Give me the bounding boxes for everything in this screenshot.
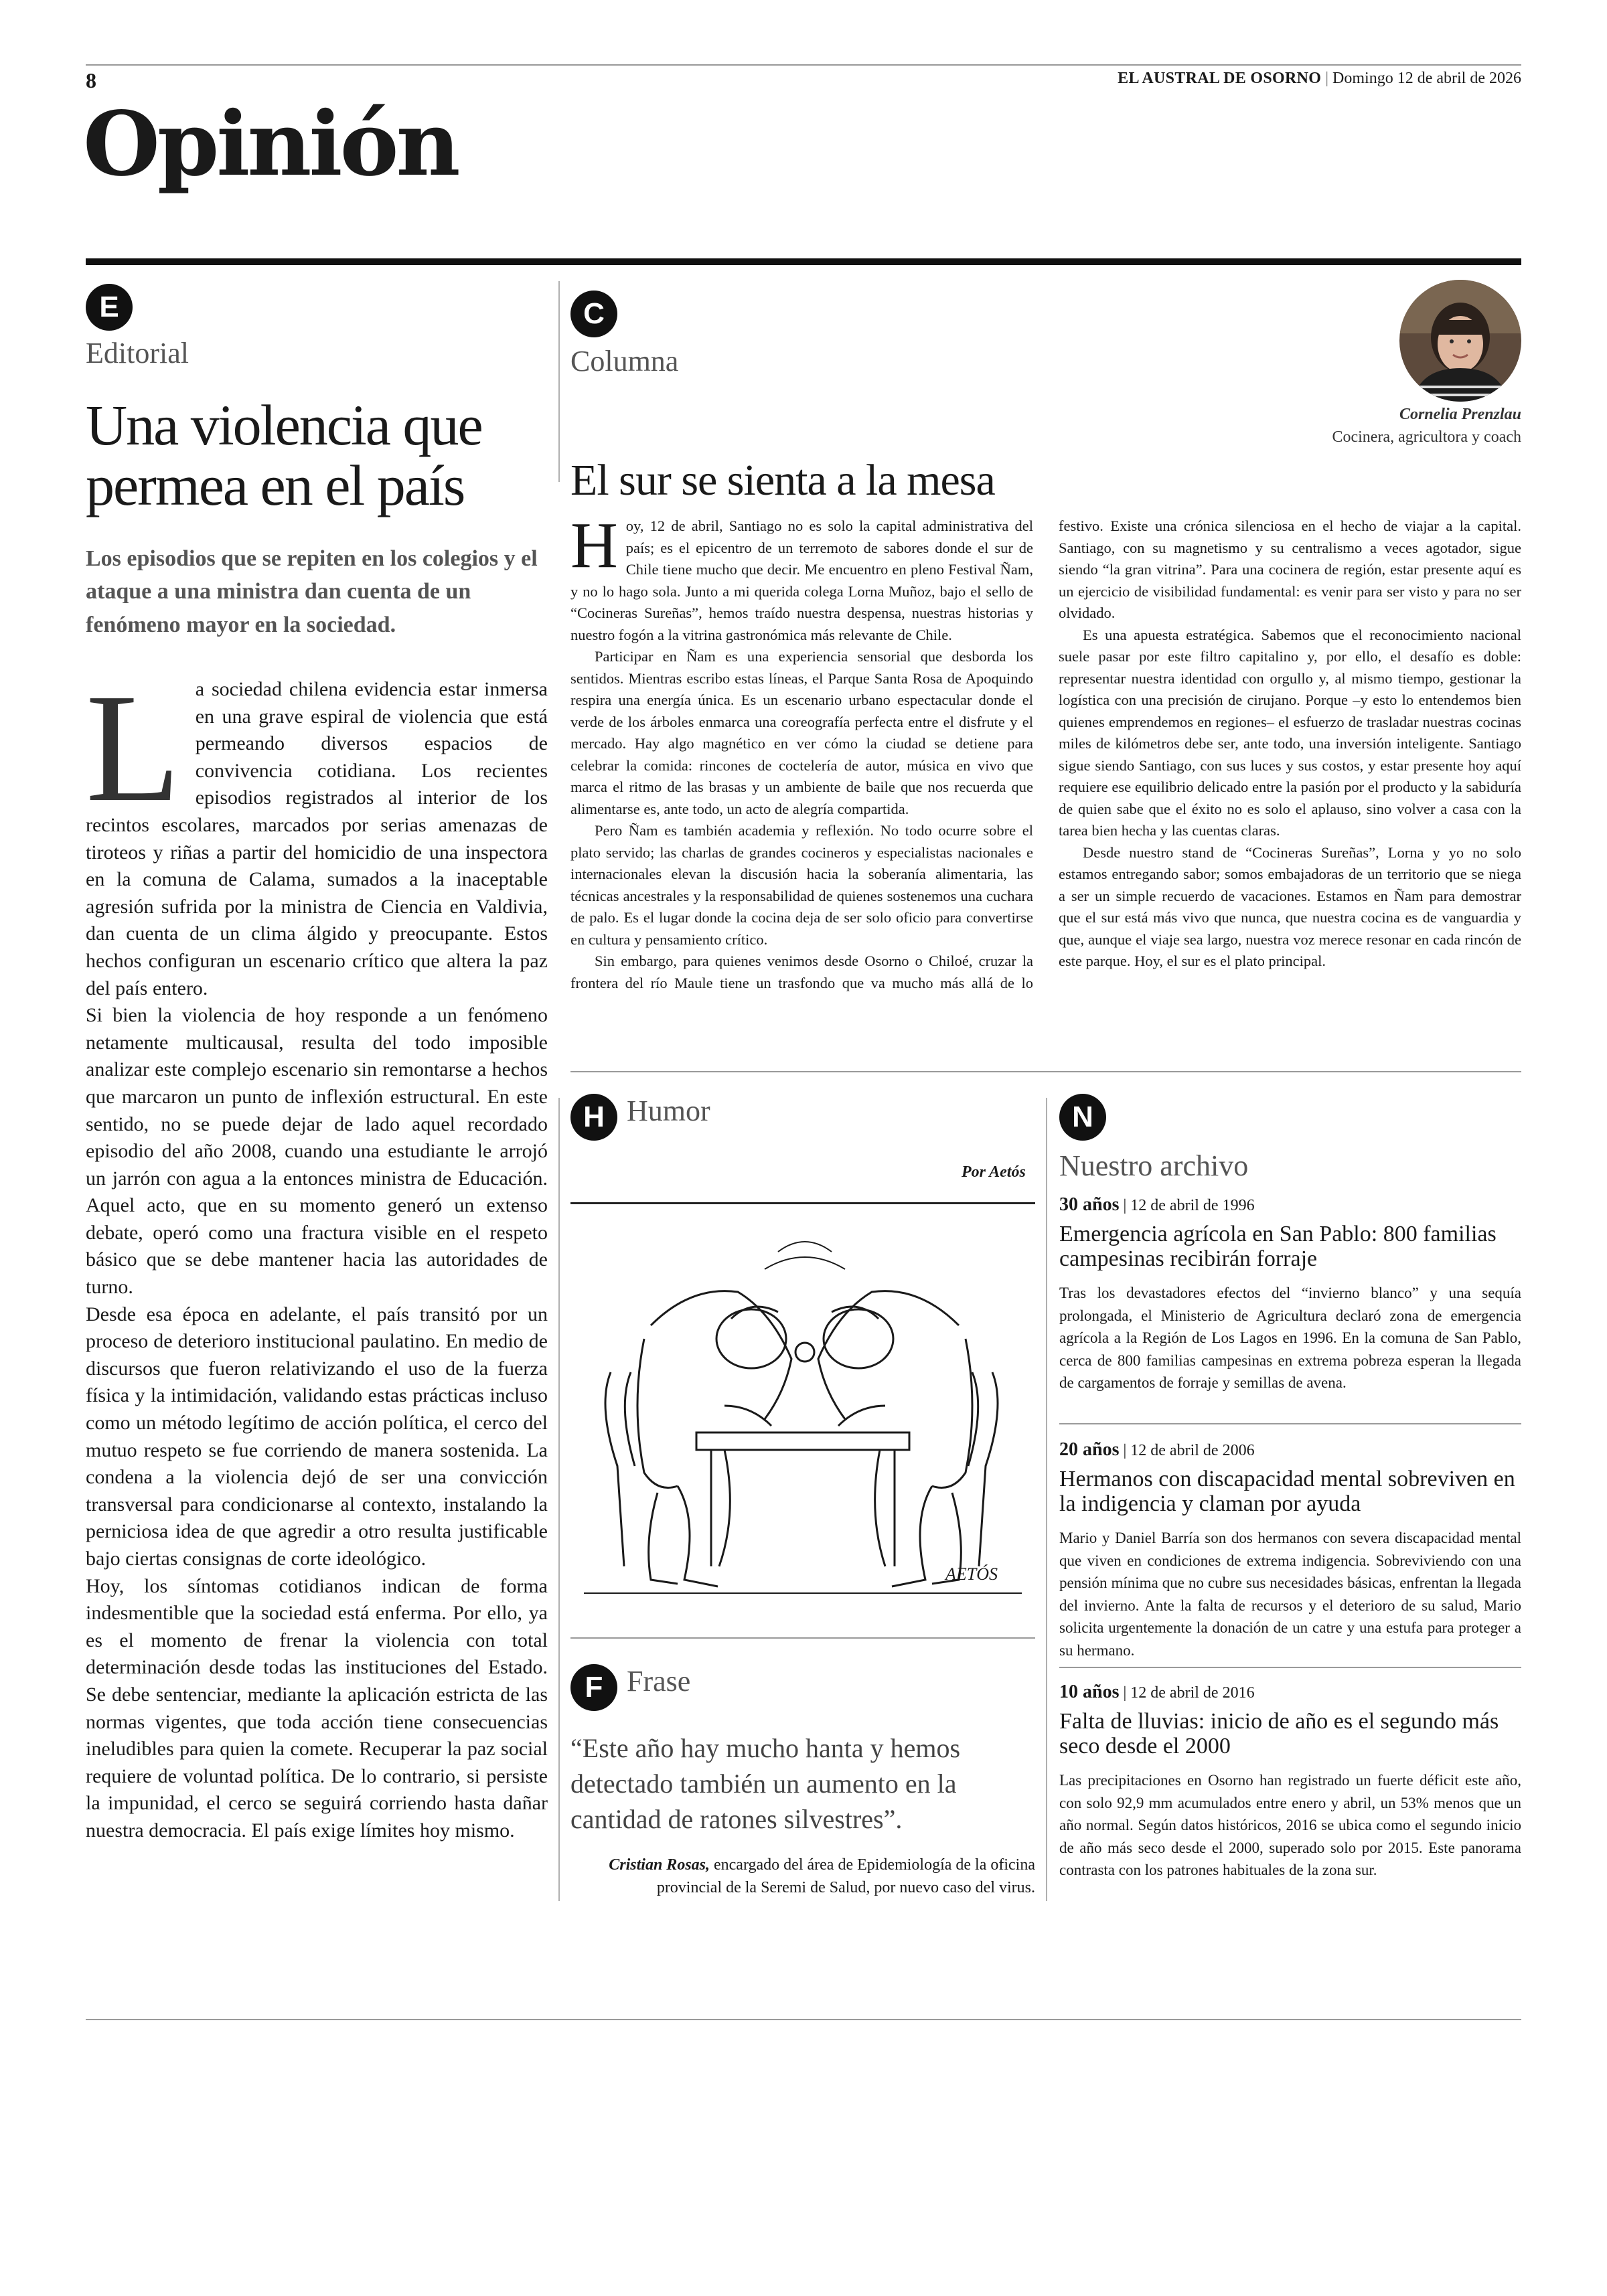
- column-headline: El sur se sienta a la mesa: [570, 456, 995, 505]
- column-paragraph: Desde nuestro stand de “Cocineras Sureñas”, Lorna y yo no solo estamos entregando sabor; somos embajadoras de un territorio que se niega a ser un simple recuerdo de vacaciones. Estamos en Ñam para demostrar que el sur está más vivo que nunca, que nuestra cocina es de vanguardia y que, aunque el viaje sea largo, nuestra voz merece resonar en cada rincón de este parque. Hoy, el sur es el plato principal.: [1059, 843, 1521, 969]
- archive-item-text: Mario y Daniel Barría son dos hermanos con severa discapacidad mental que viven en condiciones de extrema indigencia. Sobreviviendo con una pensión mínima que no cubre sus necesidades básicas, enfrentan la llegada del invierno. Ante la falta de recursos y el deterioro de su salud, Mario solicita urgentemente la donación de un catre y una estufa para proteger a su hermano.: [1059, 1530, 1521, 1659]
- editorial-headline-line2: permea en el país: [86, 453, 465, 518]
- section-title: Opinión: [83, 92, 458, 196]
- archive-item-date: 12 de abril de 1996: [1130, 1197, 1255, 1214]
- archive-item-title: Emergencia agrícola en San Pablo: 800 familias campesinas recibirán forraje: [1059, 1222, 1497, 1271]
- editorial-paragraph: Hoy, los síntomas cotidianos indican de forma indesmentible que la sociedad está enferma. Por ello, ya es el momento de frenar la violencia con total determinación desde todas las instituciones del Estado. Se debe sentenciar, mediante la aplicación estricta de las normas vigentes, que toda acción tiene consecuencias ineludibles para quien la comete. Recuperar la paz social requiere de voluntad política. De lo contrario, si persiste la impunidad, el cerco se seguirá corriendo hasta dañar nuestra democracia. El país exige límites hoy mismo.: [86, 1574, 548, 1841]
- frase-kicker: Frase: [627, 1665, 691, 1698]
- column-divider: [558, 1098, 560, 1901]
- archive-item: [1059, 1194, 1521, 1394]
- editorial-paragraph: La sociedad chilena evidencia estar inmersa en una grave espiral de violencia que está permeando diversos espacios de convivencia cotidiana. Los recientes episodios registrados al interior de los recintos escolares, marcados por serias amenazas de tiroteos y riñas a partir del homicidio de una inspectora en la comuna de Calama, sumados a la inaceptable agresión sufrida por la ministra de Ciencia en Valdivia, dan cuenta de un clima álgido y preocupante. Estos hechos configuran un escenario crítico que altera la paz del país entero.: [86, 662, 548, 999]
- archive-item-years: 10 años: [1059, 1682, 1120, 1702]
- archive-divider: [1059, 1667, 1521, 1668]
- column-paragraph: Participar en Ñam es una experiencia sensorial que desborda los sentidos. Mientras escribo estas líneas, el Parque Santa Rosa de Apoquindo respira una energía única. Es un escenario urbano espectacular donde el verde de los árboles enmarca una coreografía perfecta entre el disfrute y el mercado. Hay algo magnético en ver cómo la ciudad se detiene para celebrar la comida: rincones de coctelería de autor, música en vivo que marca el ritmo de las brasas y un ambiente de baile que nos recuerda que alimentarse es, ante todo, un acto de alegría compartida.: [570, 648, 1033, 817]
- page-number: 8: [86, 68, 96, 92]
- humor-credit: Por Aetós: [962, 1163, 1026, 1181]
- author-role: Cocinera, agricultora y coach: [1332, 428, 1521, 446]
- archive-badge: N: [1059, 1094, 1106, 1141]
- cartoon-signature: AETÓS: [945, 1564, 998, 1584]
- archive-item-text: Tras los devastadores efectos del “invierno blanco” y una sequía prolongada, el Ministerio de Agricultura declaró zona de emergencia agrícola a la Región de Los Lagos en 1996. En la comuna de San Pablo, cerca de 800 familias campesinas en extrema pobreza esperan la llegada de cargamentos de forraje y semillas de avena.: [1059, 1285, 1521, 1392]
- archive-kicker: Nuestro archivo: [1059, 1149, 1249, 1182]
- archive-item-date: 12 de abril de 2006: [1130, 1442, 1255, 1459]
- author-name: Cornelia Prenzlau: [1399, 406, 1521, 423]
- header-top-rule: [86, 64, 1521, 66]
- archive-item: [1059, 1682, 1521, 1882]
- column-paragraph: Sin embargo, para quienes venimos desde Osorno o Chiloé, cruzar la frontera del río Maule tiene un trasfondo que va mucho más allá de lo festivo. Existe una crónica silenciosa en el hecho de viajar a la capital. Santiago, con su magnetismo y su centralismo a veces agotador, sigue siendo “la gran vitrina”. Para una cocinera de región, estar presente aquí es un ejercicio de visibilidad fundamental: es venir para ser visto y para no ser olvidado.: [570, 517, 1521, 991]
- editorial-paragraph: Si bien la violencia de hoy responde a un fenómeno netamente multicausal, resulta del todo imposible analizar este complejo escenario sin remontarse a hechos que marcaron un punto de inflexión estructural. En este sentido, no se puede dejar de lado aquel recordado episodio del año 2008, cuando una estudiante le arrojó un jarrón con agua a la entonces ministra de Educación. Aquel acto, que en su momento generó un extenso debate, operó como una fractura visible en el respeto básico que se debe mantener hacia las autoridades de turno.: [86, 1004, 548, 1299]
- column-divider: [558, 281, 560, 482]
- column-kicker: Columna: [570, 345, 679, 378]
- editorial-headline-line1: Una violencia que: [86, 393, 482, 457]
- frase-attribution-text: encargado del área de Epidemiología de la oficina provincial de la Seremi de Salud, por nuevo caso del virus.: [656, 1856, 1035, 1896]
- editorial-kicker: Editorial: [86, 337, 189, 370]
- cartoon-illustration: [570, 1205, 1035, 1607]
- page-bottom-rule: [86, 2019, 1521, 2020]
- archive-item-title: Falta de lluvias: inicio de año es el segundo más seco desde el 2000: [1059, 1709, 1499, 1758]
- archive-item-meta: 20 años | 12 de abril de 2006: [1059, 1439, 1255, 1460]
- archive-item-years: 30 años: [1059, 1194, 1120, 1215]
- masthead: EL AUSTRAL DE OSORNO | Domingo 12 de abril de 2026: [1118, 70, 1521, 87]
- column-badge: C: [570, 291, 617, 337]
- frase-badge: F: [570, 1664, 617, 1711]
- archive-item-meta: 10 años | 12 de abril de 2016: [1059, 1682, 1255, 1702]
- column-bottom-rule: [570, 1071, 1521, 1072]
- editorial-body: [86, 662, 548, 1845]
- newspaper-name: EL AUSTRAL DE OSORNO: [1118, 70, 1322, 87]
- editorial-dropcap: L: [86, 662, 181, 834]
- humor-rule: [570, 1202, 1035, 1204]
- editorial-paragraph: Desde esa época en adelante, el país transitó por un proceso de deterioro institucional paulatino. En medio de discursos que fueron relativizando el uso de la fuerza física y la intimidación, validando estas prácticas incluso como un método legítimo de acción política, el cerco del mutuo respeto se fue corriendo de manera sostenida. La condena a la violencia dejó de ser una convicción transversal para condicionarse al contexto, instalando la perniciosa idea de que agredir a otro resulta justificable bajo ciertas consignas de corte ideológico.: [86, 1303, 548, 1570]
- archive-item-years: 20 años: [1059, 1439, 1120, 1460]
- column-paragraph: Hoy, 12 de abril, Santiago no es solo la capital administrativa del país; es el epicentro de un terremoto de sabores donde el sur de Chile tiene mucho que decir. Me encuentro en pleno Festival Ñam, y no lo hago sola. Junto a mi querida colega Lorna Muñoz, bajo el sello de “Cocineras Sureñas”, hemos traído nuestra despensa, nuestras historias y nuestro fogón a la vitrina gastronómica más relevante de Chile.: [570, 509, 1033, 643]
- archive-item-text: Las precipitaciones en Osorno han registrado un fuerte déficit este año, con solo 92,9 mm acumulados entre enero y abril, un 53% menos que un año normal. Según datos históricos, 2016 se ubica como el segundo inicio de año más seco desde el 2000, superado solo por 2015. Este panorama contrasta con los patrones habituales de la zona sur.: [1059, 1772, 1521, 1879]
- column-body: [570, 509, 1521, 994]
- humor-kicker: Humor: [627, 1094, 710, 1127]
- editorial-lead: Los episodios que se repiten en los colegios y el ataque a una ministra dan cuenta de un fenómeno mayor en la sociedad.: [86, 546, 538, 637]
- archive-divider: [1059, 1423, 1521, 1424]
- frase-attribution: [570, 1854, 1035, 1899]
- column-dropcap: H: [570, 509, 618, 582]
- frase-attribution-name: Cristian Rosas,: [609, 1856, 710, 1874]
- column-divider: [1046, 1098, 1047, 1901]
- editorial-badge: E: [86, 284, 133, 331]
- editorial-headline: [86, 395, 541, 516]
- humor-badge: H: [570, 1094, 617, 1141]
- archive-item: [1059, 1439, 1521, 1661]
- issue-date: Domingo 12 de abril de 2026: [1332, 70, 1521, 87]
- column-paragraph: Es una apuesta estratégica. Sabemos que el reconocimiento nacional suele pasar por este filtro capitalino y, por ello, el desafío es doble: representar nuestra identidad con orgullo y, al mismo tiempo, gestionar la logística con una precisión de cirujano. Porque –y esto lo entendemos bien quienes emprendemos en regiones– el esfuerzo de trasladar nuestras cocinas miles de kilómetros debe ser, ante todo, una inversión inteligente. Santiago sigue siendo Santiago, con sus luces y sus costos, y estar presente hoy aquí requiere ese equilibrio delicado entre la pasión por el producto y la sabiduría de quien sabe que el éxito no es solo el aplauso, sino volver a casa con la tarea bien hecha y las cuentas claras.: [1059, 626, 1521, 839]
- archive-item-meta: 30 años | 12 de abril de 1996: [1059, 1194, 1255, 1215]
- column-paragraph: Pero Ñam es también academia y reflexión. No todo ocurre sobre el plato servido; las charlas de grandes cocineros y especialistas nacionales e internacionales elevan la discusión hacia la soberanía alimentaria, las técnicas ancestrales y la responsabilidad de quienes sostenemos una cuchara de palo. Es el lugar donde la cocina deja de ser solo oficio para convertirse en cultura y pensamiento crítico.: [570, 822, 1033, 948]
- archive-item-title: Hermanos con discapacidad mental sobreviven en la indigencia y claman por ayuda: [1059, 1467, 1515, 1516]
- humor-bottom-rule: [570, 1637, 1035, 1639]
- frase-quote: “Este año hay mucho hanta y hemos detectado también un aumento en la cantidad de ratones silvestres”.: [570, 1733, 961, 1834]
- section-divider-bar: [86, 258, 1521, 265]
- archive-item-date: 12 de abril de 2016: [1130, 1684, 1255, 1702]
- author-photo: [1399, 280, 1521, 402]
